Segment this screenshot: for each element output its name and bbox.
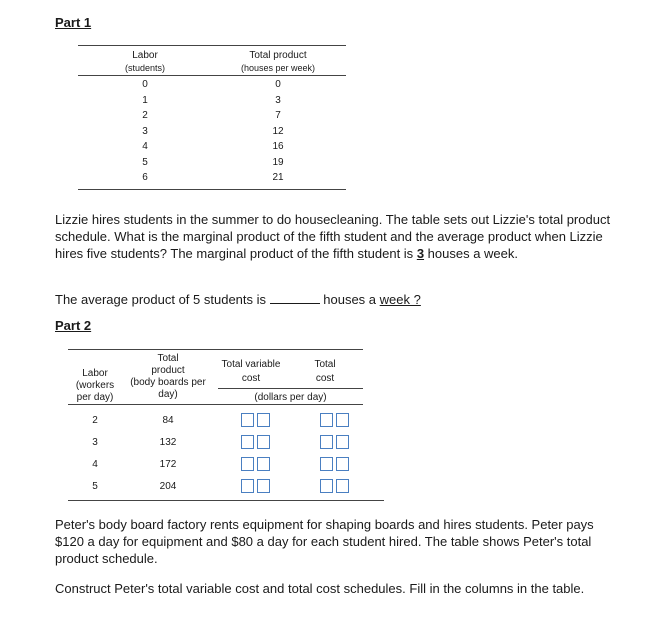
total-product-cell: 21 [272,172,284,183]
total-product-cell: 16 [272,141,284,152]
table2-bottom-rule [68,500,384,501]
total-variable-cost-input[interactable] [241,479,254,493]
total-product-cell: 12 [272,125,284,137]
total-variable-cost-input[interactable] [257,479,270,493]
total-cost-input[interactable] [336,457,349,471]
total-product-cell: 0 [275,79,281,90]
labor2-cell: 3 [92,437,98,448]
labor-subheader: (students) [124,63,166,73]
part1-title: Part 1 [55,15,92,30]
total-cost-input[interactable] [336,413,349,427]
total-product-cell: 3 [275,94,281,106]
total-product-cell: 7 [275,110,281,121]
labor-cell: 0 [142,79,148,90]
week-link[interactable]: week ? [379,292,421,307]
table-header-rule [78,75,346,76]
total-cost-input[interactable] [320,479,333,493]
tvc-header-1: Total variable [221,359,281,370]
cost-unit-label: (dollars per day) [254,392,327,403]
tc-header-1: Total [314,359,336,370]
labor2-header-2: (workers [75,380,115,391]
table2-header-rule [68,404,363,405]
part1-average-question [55,291,615,308]
total-cost-input[interactable] [320,457,333,471]
labor-cell: 4 [142,141,148,152]
labor-cell: 2 [142,110,148,121]
total-variable-cost-input[interactable] [257,413,270,427]
part2-paragraph-2: Construct Peter's total variable cost and total cost schedules. Fill in the columns in the table. [55,581,585,596]
total-cost-input[interactable] [320,435,333,449]
tp-header-3: (body boards per [130,377,206,388]
part1-question [55,211,625,262]
labor2-header-3: per day) [76,392,114,403]
total-variable-cost-input[interactable] [257,435,270,449]
labor-cell: 1 [142,94,148,106]
tp-header-2: product [151,365,185,376]
total-product2-cell: 172 [159,459,177,470]
marginal-product-answer[interactable]: 3 [416,246,425,261]
avg-suffix: houses a [323,292,377,307]
labor2-cell: 4 [92,459,98,470]
total-cost-input[interactable] [336,479,349,493]
total-cost-input[interactable] [320,413,333,427]
part2-paragraph-1: Peter's body board factory rents equipment for shaping boards and hires students. Peter pays $120 a day for equipment and $80 a day for each student hired. The table shows Peter's total product schedule. [55,517,594,566]
labor-cell: 6 [142,172,148,183]
tp-header-4: day) [158,389,178,400]
question-end: houses a week. [427,246,519,261]
total-product2-cell: 84 [162,415,174,426]
part2-title: Part 2 [55,318,92,333]
avg-prefix: The average product of 5 students is [55,292,267,307]
question-text: Lizzie hires students in the summer to do housecleaning. The table sets out Lizzie's total product schedule. What is the marginal product of the fifth student and the average product when Lizzie hires five students? The marginal product of the fifth student is [55,212,611,261]
tvc-header-2: cost [241,373,261,384]
total-variable-cost-input[interactable] [257,457,270,471]
table-bottom-rule [78,189,346,190]
total-variable-cost-input[interactable] [241,413,254,427]
total-product-subheader: (houses per week) [240,63,316,73]
total-cost-input[interactable] [336,435,349,449]
total-product-cell: 19 [272,156,284,168]
labor-cell: 3 [142,125,148,137]
average-product-blank[interactable] [270,292,320,304]
tp-header-1: Total [157,353,179,364]
tc-header-2: cost [315,373,335,384]
table-top-rule [78,45,346,46]
total-product2-cell: 204 [159,481,177,492]
total-variable-cost-input[interactable] [241,435,254,449]
cost-header-rule [218,388,363,389]
total-product-header: Total product [249,50,307,61]
labor-cell: 5 [142,156,148,168]
table2-top-rule [68,349,363,350]
labor2-cell: 2 [92,415,98,426]
labor2-header-1: Labor [82,368,108,379]
labor-header: Labor [132,50,158,61]
total-variable-cost-input[interactable] [241,457,254,471]
labor2-cell: 5 [92,481,98,492]
total-product2-cell: 132 [159,437,177,448]
